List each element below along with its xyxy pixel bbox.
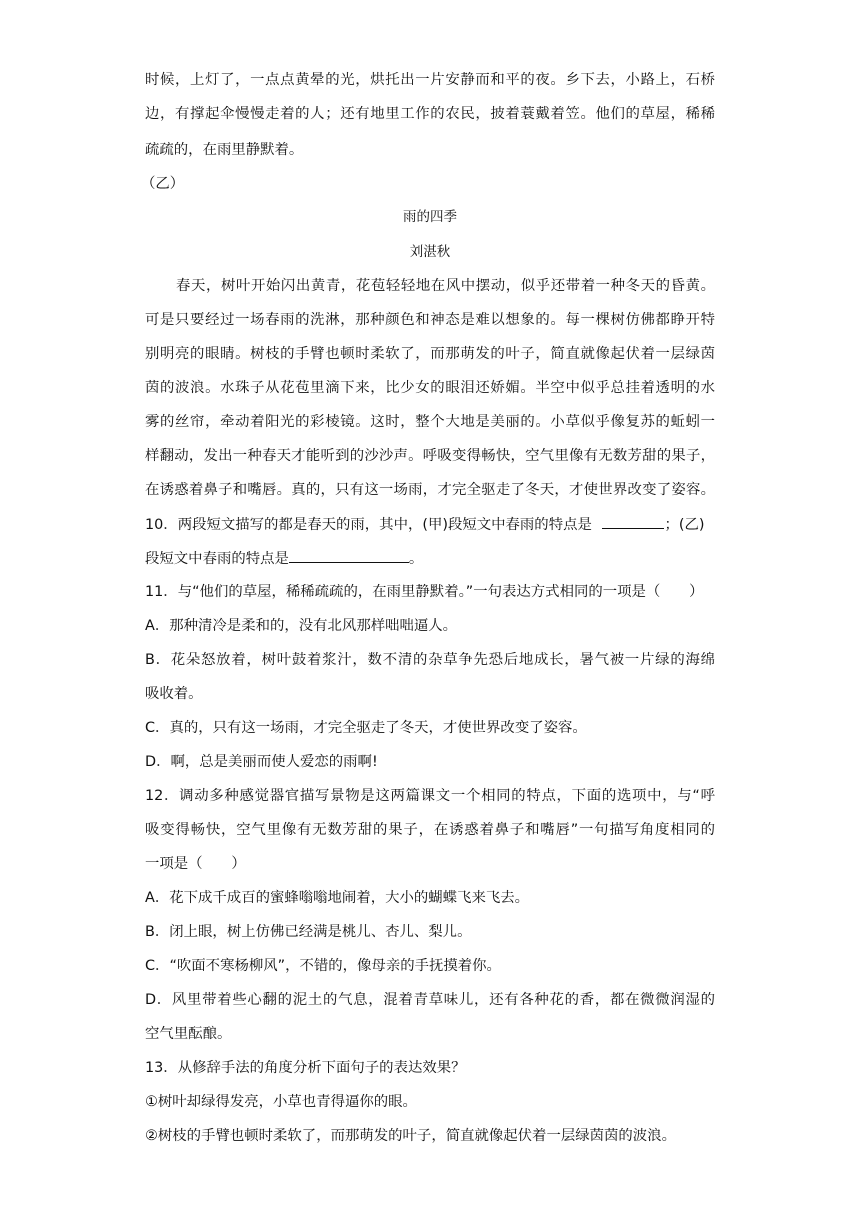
q11-option-b-line-1: B．花朵怒放着，树叶鼓着浆汁，数不清的杂草争先恐后地成长，暑气被一片绿的海绵 (145, 652, 715, 668)
passage-b-line-4: 茵的波浪。水珠子从花苞里滴下来，比少女的眼泪还娇媚。半空中似乎总挂着透明的水 (145, 380, 715, 396)
q10-stem-1: 10．两段短文描写的都是春天的雨，其中，(甲)段短文中春雨的特点是 (145, 517, 592, 533)
passage-a-line-1: 时候，上灯了，一点点黄晕的光，烘托出一片安静而和平的夜。乡下去，小路上，石桥 (145, 72, 715, 88)
passage-b-line-6: 样翻动，发出一种春天才能听到的沙沙声。呼吸变得畅快，空气里像有无数芳甜的果子， (145, 448, 715, 464)
passage-b-line-3: 别明亮的眼睛。树枝的手臂也顿时柔软了，而那萌发的叶子，简直就像起伏着一层绿茵 (145, 346, 715, 362)
q12-option-b: B．闭上眼，树上仿佛已经满是桃儿、杏儿、梨儿。 (145, 924, 472, 940)
q10-stem-1-end: ；(乙) (664, 517, 705, 533)
q12-option-d-line-1: D．风里带着些心翻的泥土的气息，混着青草味儿，还有各种花的香，都在微微润湿的 (145, 992, 715, 1008)
q11-option-c: C．真的，只有这一场雨，才完全驱走了冬天，才使世界改变了姿容。 (145, 720, 587, 736)
q13-sentence-2: ②树枝的手臂也顿时柔软了，而那萌发的叶子，简直就像起伏着一层绿茵茵的波浪。 (145, 1128, 676, 1144)
q10-answer-blank-b[interactable] (289, 548, 409, 563)
title-b: 雨的四季 (403, 209, 457, 225)
passage-a-line-3: 疏疏的，在雨里静默着。 (145, 142, 304, 158)
q10-answer-blank-a[interactable] (602, 514, 664, 529)
q11-stem: 11．与“他们的草屋，稀稀疏疏的，在雨里静默着。”一句表达方式相同的一项是（ ） (145, 584, 704, 600)
q13-stem: 13．从修辞手法的角度分析下面句子的表达效果？ (145, 1060, 466, 1076)
q10-stem-2: 段短文中春雨的特点是 (145, 551, 289, 567)
q11-option-d: D．啊，总是美丽而使人爱恋的雨啊! (145, 754, 378, 770)
q11-option-b-line-2: 吸收着。 (145, 686, 203, 702)
q10-line-2 (145, 548, 423, 569)
passage-b-line-5: 雾的丝帘，牵动着阳光的彩棱镜。这时，整个大地是美丽的。小草似乎像复苏的蚯蚓一 (145, 414, 715, 430)
passage-b-line-1: 春天，树叶开始闪出黄青，花苞轻轻地在风中摆动，似乎还带着一种冬天的昏黄。 (176, 278, 715, 294)
q12-option-a: A．花下成千成百的蜜蜂嗡嗡地闹着，大小的蝴蝶飞来飞去。 (145, 890, 530, 906)
passage-b-line-7: 在诱惑着鼻子和嘴唇。真的，只有这一场雨，才完全驱走了冬天，才使世界改变了姿容。 (145, 482, 715, 498)
q10-line-1 (145, 514, 715, 535)
q10-stem-2-end: 。 (408, 551, 424, 567)
q12-stem-line-1: 12．调动多种感觉器官描写景物是这两篇课文一个相同的特点，下面的选项中，与“呼 (145, 788, 715, 804)
q13-sentence-1: ①树叶却绿得发亮，小草也青得逼你的眼。 (145, 1094, 417, 1110)
q12-stem-line-2: 吸变得畅快，空气里像有无数芳甜的果子，在诱惑着鼻子和嘴唇”一句描写角度相同的 (145, 822, 715, 838)
q12-stem-line-3: 一项是（ ） (145, 856, 246, 872)
q11-option-a: A．那种清冷是柔和的，没有北风那样咄咄逼人。 (145, 618, 458, 634)
q12-option-c: C．“吹面不寒杨柳风”，不错的，像母亲的手抚摸着你。 (145, 958, 501, 974)
q12-option-d-line-2: 空气里酝酿。 (145, 1026, 232, 1042)
author-b: 刘湛秋 (409, 244, 451, 260)
passage-a-line-2: 边，有撑起伞慢慢走着的人；还有地里工作的农民，披着蓑戴着笠。他们的草屋，稀稀 (145, 106, 715, 122)
passage-b-line-2: 可是只要经过一场春雨的洗淋，那种颜色和神态是难以想象的。每一棵树仿佛都睁开特 (145, 312, 715, 328)
label-b: （乙） (141, 176, 185, 192)
